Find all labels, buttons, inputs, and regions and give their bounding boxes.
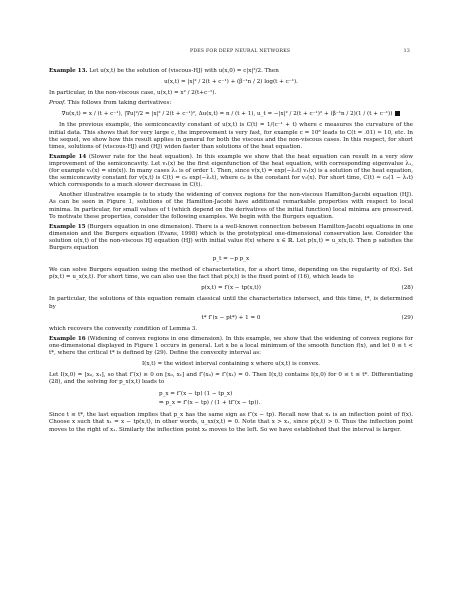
example-13 (49, 68, 413, 75)
semiconcavity-paragraph: In the previous example, the semiconcavity constant of u(x,t) is C(t) = 1/(c⁻¹ + t) where c measures the curvature of the initial data. This shows that for very large c, the improvement is very fast, for example c = 10⁸ leads to C(t = .01) ≈ 10, etc. In the sequel, we show how this result applies in general for both the viscous and the non-viscous cases. In this respect, for short times, solutions of (viscous-HJ) and (HJ) widen faster than solutions of the heat equation. (49, 122, 413, 150)
example-16-title: (Widening of convex regions in one dimension). (87, 335, 224, 342)
example-15-label: Example 15 (49, 223, 86, 230)
running-title: PDES FOR DEEP NEURAL NETWORKS (190, 49, 291, 54)
example-15-text: There is a well-known connection between Hamilton-Jacobi equations in one dimension and the Burgers equation (Evans, 1998) which is the prototypical one-dimensional conservation law. Consider the solution u(x,t) of the non-viscous HJ equation (HJ) with initial value f(x) where x ∈ ℝ. Let p(x,t) = u_x(x,t). Then p satisfies the Burgers equation (49, 223, 414, 251)
example-16-label: Example 16 (49, 335, 86, 342)
interval-text: Let I(x,0) = [x₀, x₁], so that f″(x) ≥ 0 on [x₀, x₁] and f″(x₀) = f″(x₁) = 0. Then I(x,t) contains I(x,0) for 0 ≤ t ≤ t*. Differentiating (28), and the solving for p_x(x,t) leads to (49, 372, 413, 386)
derivatives-text: ∇u(x,t) = x / (t + c⁻¹), |∇u|²/2 = |x|² / 2(t + c⁻¹)², Δu(x,t) = n / (t + 1), u_t = −|x|² / 2(t + c⁻¹)² + (β⁻¹n / 2)(1 / (t + c⁻¹)) (61, 111, 393, 118)
proof-label: Proof. (49, 100, 66, 107)
example-14 (49, 154, 413, 189)
example-15-title: (Burgers equation in one dimension). (87, 223, 194, 230)
page-body (49, 68, 413, 437)
tstar-text: t* f″(x − pt*) + 1 = 0 (201, 314, 261, 321)
example-15 (49, 224, 413, 252)
equation-number-28: (28) (401, 285, 413, 292)
example-16-text: In this example, we show that the widening of convex regions for one-dimensional displayed in Figure 1 occurs in general. Let x be a local minimum of the smooth function f(x), and let 0 ≤ t < t*, where the critical t* is defined by (29). Define the convexity interval as: (49, 335, 414, 356)
example-13-label: Example 13. (49, 68, 88, 74)
example-13-equation: u(x,t) = |x|² / 2(t + c⁻¹) + (β⁻¹n / 2) log(t + c⁻¹). (164, 79, 298, 86)
proof (49, 100, 413, 107)
nonviscous-case: In particular, in the non-viscous case, u(x,t) = x² / 2(t+c⁻¹). (49, 90, 217, 97)
fixed-point-equation (49, 285, 413, 292)
characteristics-break-text: In particular, the solutions of this equation remain classical until the characteristics intersect, and this time, t*, is determined by (49, 296, 413, 310)
equation-number-29: (29) (401, 314, 413, 321)
qed-square-icon (395, 111, 400, 116)
example-14-text: In this example we show that the heat equation can result in a very slow improvement of the semiconcavity. Let v₁(x) be the first eigenfunction of the heat equation, with corresponding eigenvalue λ₁, (for example v₁(x) = sin(x)). In many cases λ₁ is of order 1. Then, since v(x,t) = exp(−λ₁t) v₁(x) is a solution of the heat equation, the semiconcavity constant for v(x,t) is C(t) = c₀ exp(−λ₁t), where c₀ is the constant for v₁(x). For short time, C(t) ≈ c₀(1 − λ₁t) which corresponds to a much slower decrease in C(t). (49, 153, 414, 189)
fixed-point-text: p(x,t) = f′(x − tp(x,t)) (201, 285, 261, 292)
burgers-equation: p_t = −p p_x (212, 256, 250, 263)
recovers-text: which recovers the convexity condition of Lemma 3. (49, 325, 198, 332)
page-number: 13 (403, 49, 410, 54)
example-13-text: Let u(x,t) be the solution of (viscous-HJ) with u(x,0) = c|x|²/2. Then (89, 68, 279, 74)
example-14-title: (Slower rate for the heat equation). (88, 153, 194, 160)
final-paragraph: Since t ≤ t*, the last equation implies that p_x has the same sign as f″(x − tp). Recall now that x₁ is an inflection point of f(x). Choose x such that x₁ = x − tp(x,t), in other words, u_xx(x,t) = 0. Note that x > x₁, since p(x,t) > 0. Thus the inflection point moves to the right of x₁. Similarly the inflection point x₀ moves to the left. So we have established that the interval is larger. (49, 412, 413, 433)
example-16 (49, 336, 413, 357)
tstar-equation (49, 315, 413, 322)
interval-definition: I(x,t) = the widest interval containing x where u(x,t) is convex. (141, 361, 321, 368)
convex-regions-paragraph: Another illustrative example is to study the widening of convex regions for the non-viscous Hamilton-Jacobi equation (HJ). As can be seen in Figure 1, solutions of the Hamilton-Jacobi have additional remarkable properties with respect to local minima. In particular, for small values of t (which depend on the derivatives of the initial function) local minima are preserved. To motivate these properties, consider the following examples. We begin with the Burgers equation. (49, 192, 413, 220)
derivative-equations (49, 390, 413, 408)
derivative-line-1: p_x = f″(x − tp) (1 − tp_x) (159, 391, 233, 398)
example-14-label: Example 14 (49, 153, 87, 160)
proof-text: This follows from taking derivatives: (67, 100, 172, 107)
derivative-line-2: ⇒ p_x = f″(x − tp) / (1 + tf″(x − tp)). (159, 400, 261, 407)
derivatives-equation (49, 111, 413, 118)
characteristics-text: We can solve Burgers equation using the method of characteristics, for a short time, depending on the regularity of f(x). Set p(x,t) = u_x(x,t). For short time, we can also use the fact that p(x,t) is the fixed point of (16), which leads to (49, 267, 413, 281)
